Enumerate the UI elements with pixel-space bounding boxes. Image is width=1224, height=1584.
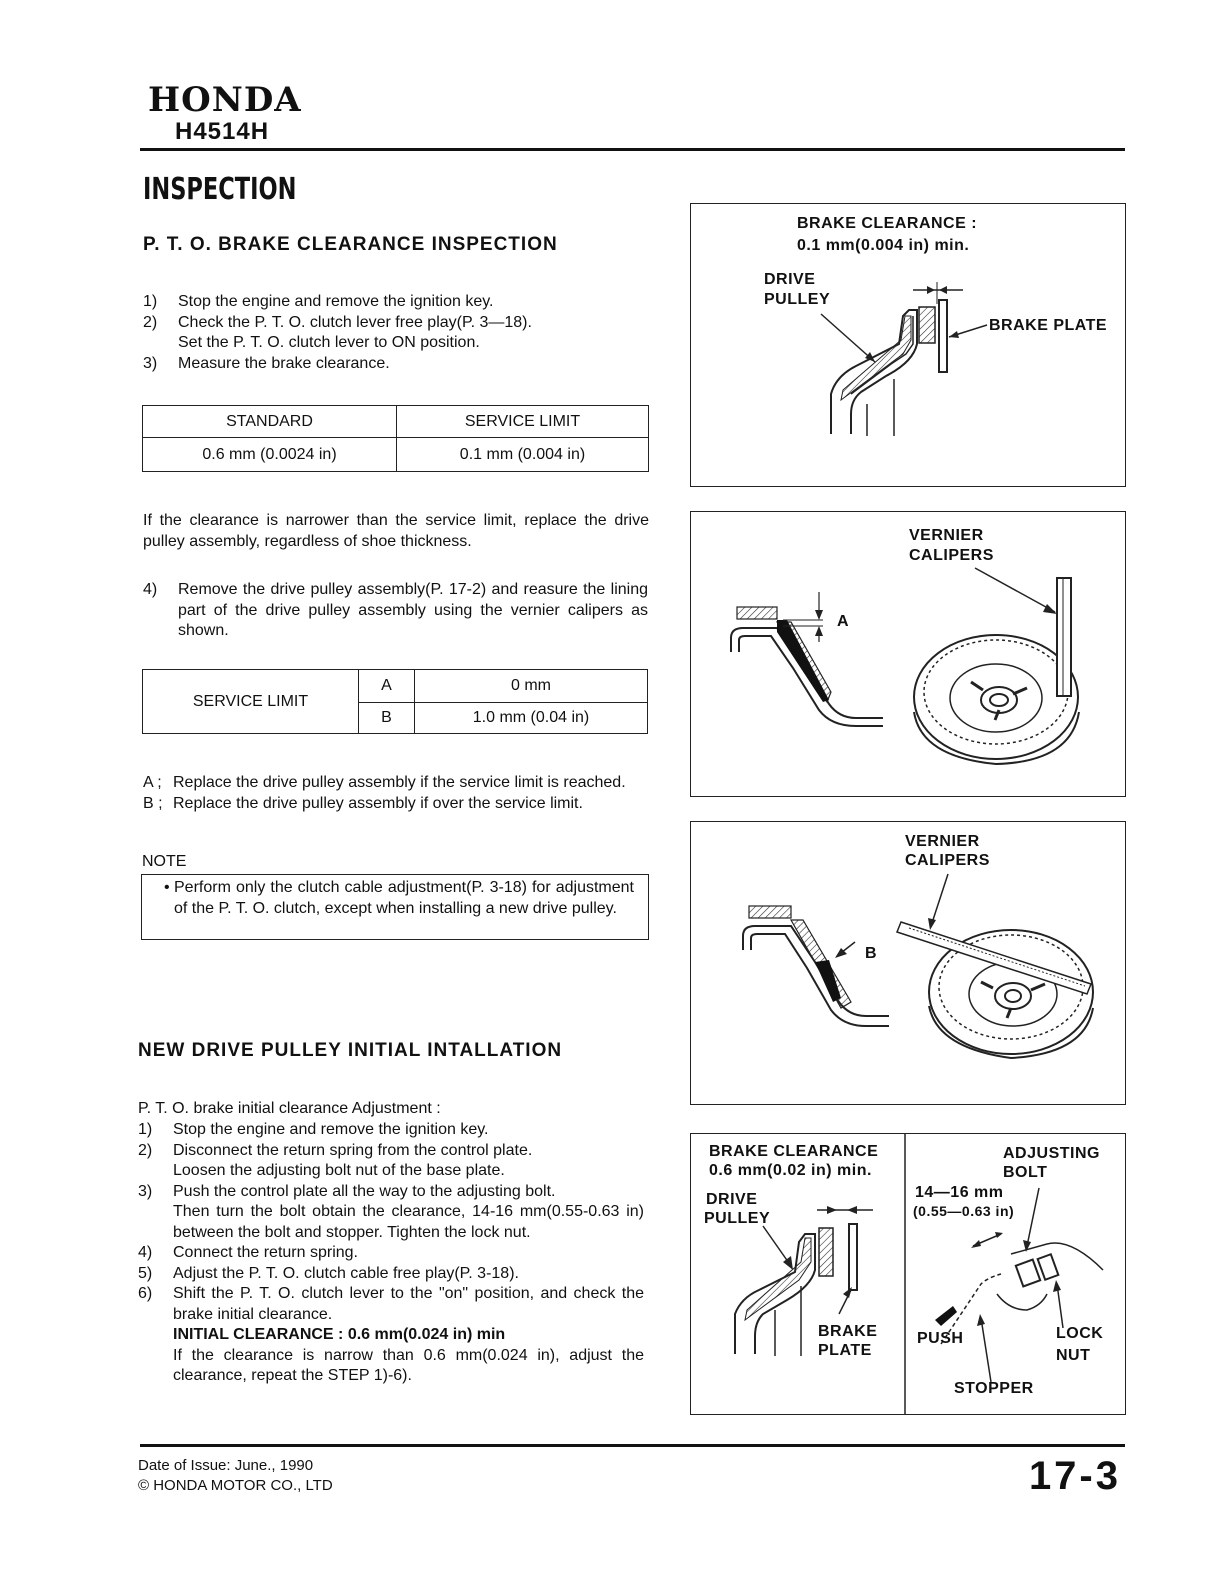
note-text: Perform only the clutch cable adjustment(P. 3-18) for adjustment of the P. T. O. clutch, except when installing a new drive pulley. bbox=[174, 879, 634, 917]
fig4-drive-line2: PULLEY bbox=[704, 1210, 771, 1227]
page-title: INSPECTION bbox=[143, 172, 297, 207]
table-header-service-limit: SERVICE LIMIT bbox=[397, 406, 649, 438]
step-item: 6) Shift the P. T. O. clutch lever to the "on" position, and check the brake initial clearance. bbox=[138, 1285, 644, 1323]
limit-key-b: B bbox=[359, 703, 415, 734]
fig4-title-line1: BRAKE CLEARANCE bbox=[709, 1143, 879, 1160]
step-item: 4) Connect the return spring. bbox=[138, 1244, 358, 1261]
limit-key-a: A bbox=[359, 670, 415, 703]
step-item: 3) Measure the brake clearance. bbox=[143, 354, 390, 372]
installation-intro: P. T. O. brake initial clearance Adjustment : bbox=[138, 1100, 441, 1117]
step-item bbox=[138, 1325, 644, 1346]
figure-initial-clearance bbox=[690, 1133, 1126, 1415]
step-item: 2) Disconnect the return spring from the control plate. bbox=[138, 1141, 533, 1159]
table-header-standard: STANDARD bbox=[143, 406, 397, 438]
fig1-drive-line2: PULLEY bbox=[764, 291, 831, 308]
header-rule bbox=[140, 148, 1125, 151]
fig4-adjusting-line1: ADJUSTING bbox=[1003, 1145, 1100, 1162]
issue-date: Date of Issue: June., 1990 bbox=[138, 1457, 314, 1474]
note-title: NOTE bbox=[142, 853, 187, 870]
service-limit-label: SERVICE LIMIT bbox=[143, 670, 359, 734]
step-item: Set the P. T. O. clutch lever to ON position. bbox=[178, 334, 480, 351]
step-item: Then turn the bolt obtain the clearance, 14-16 mm(0.55-0.63 in) between the bolt and stopper. Tighten the lock nut. bbox=[173, 1203, 644, 1241]
fig4-title-line2: 0.6 mm(0.02 in) min. bbox=[709, 1162, 872, 1179]
fig4-range-line2: (0.55—0.63 in) bbox=[913, 1203, 1015, 1219]
brand-logo: HONDA bbox=[148, 80, 302, 120]
step-item bbox=[138, 1346, 644, 1387]
footer-info bbox=[138, 1456, 333, 1496]
fig4-range-line1: 14—16 mm bbox=[915, 1184, 1004, 1201]
fig4-lock-line1: LOCK bbox=[1056, 1325, 1104, 1342]
fig1-drive-line1: DRIVE bbox=[764, 271, 816, 288]
step-item: 5) Adjust the P. T. O. clutch cable free play(P. 3-18). bbox=[138, 1264, 519, 1282]
step-item: 3) Push the control plate all the way to the adjusting bolt. bbox=[138, 1182, 556, 1200]
figure-vernier-b bbox=[690, 821, 1126, 1105]
list-item: B ; Replace the drive pulley assembly if over the service limit. bbox=[143, 794, 583, 812]
fig4-brake-line1: BRAKE bbox=[818, 1323, 878, 1340]
clearance-spec-table bbox=[142, 405, 649, 472]
limit-value-b: 1.0 mm (0.04 in) bbox=[415, 703, 648, 734]
service-limit-table bbox=[142, 669, 648, 734]
fig1-title-line2: 0.1 mm(0.004 in) min. bbox=[797, 237, 970, 254]
fig3-marker-b: B bbox=[865, 945, 878, 962]
step-item: 2) Check the P. T. O. clutch lever free play(P. 3—18). bbox=[143, 313, 532, 331]
page-number: 17-3 bbox=[1028, 1454, 1121, 1498]
step-item: 1) Stop the engine and remove the ignition key. bbox=[143, 293, 494, 310]
section-title-initial-installation: NEW DRIVE PULLEY INITIAL INTALLATION bbox=[138, 1040, 563, 1061]
figure-vernier-a bbox=[690, 511, 1126, 797]
step-item: 1) Stop the engine and remove the ignition key. bbox=[138, 1121, 489, 1138]
fig4-lock-line2: NUT bbox=[1056, 1347, 1091, 1364]
fig2-label-line2: CALIPERS bbox=[909, 547, 994, 564]
adjust-instruction: If the clearance is narrow than 0.6 mm(0.024 in), adjust the clearance, repeat the STEP 1)-6). bbox=[173, 1346, 644, 1384]
fig4-adjusting-line2: BOLT bbox=[1003, 1164, 1048, 1181]
section-title-brake-clearance: P. T. O. BRAKE CLEARANCE INSPECTION bbox=[143, 234, 558, 255]
inspection-steps bbox=[143, 292, 613, 374]
fig1-brake-plate-label: BRAKE PLATE bbox=[989, 317, 1108, 334]
fig2-marker-a: A bbox=[837, 613, 850, 630]
fig4-stopper-label: STOPPER bbox=[954, 1380, 1034, 1397]
step-item: Loosen the adjusting bolt nut of the base plate. bbox=[173, 1162, 505, 1179]
footer-rule bbox=[140, 1444, 1125, 1447]
fig2-label-line1: VERNIER bbox=[909, 527, 984, 544]
copyright: © HONDA MOTOR CO., LTD bbox=[138, 1477, 333, 1494]
table-cell-standard-value: 0.6 mm (0.0024 in) bbox=[143, 438, 397, 472]
ab-notes bbox=[143, 773, 648, 814]
step-4: 4) Remove the drive pulley assembly(P. 17-2) and reasure the lining part of the drive pulley assembly using the vernier calipers as shown. bbox=[143, 581, 648, 639]
fig4-drive-line1: DRIVE bbox=[706, 1191, 758, 1208]
vernier-a-illustration bbox=[691, 512, 1125, 796]
replace-paragraph: If the clearance is narrower than the service limit, replace the drive pulley assembly, regardless of shoe thickness. bbox=[143, 512, 649, 550]
note-box: • Perform only the clutch cable adjustment(P. 3-18) for adjustment of the P. T. O. clutch, except when installing a new drive pulley. bbox=[141, 874, 649, 940]
table-cell-service-limit-value: 0.1 mm (0.004 in) bbox=[397, 438, 649, 472]
figure-brake-clearance bbox=[690, 203, 1126, 487]
fig4-push-label: PUSH bbox=[917, 1330, 964, 1347]
fig3-label-line2: CALIPERS bbox=[905, 852, 990, 869]
list-item: A ; Replace the drive pulley assembly if the service limit is reached. bbox=[143, 774, 626, 791]
fig4-brake-line2: PLATE bbox=[818, 1342, 872, 1359]
installation-steps bbox=[138, 1120, 644, 1387]
limit-value-a: 0 mm bbox=[415, 670, 648, 703]
model-number: H4514H bbox=[175, 118, 270, 145]
fig3-label-line1: VERNIER bbox=[905, 833, 980, 850]
initial-clearance-spec: INITIAL CLEARANCE : 0.6 mm(0.024 in) min bbox=[173, 1326, 506, 1343]
fig1-title-line1: BRAKE CLEARANCE : bbox=[797, 215, 978, 232]
